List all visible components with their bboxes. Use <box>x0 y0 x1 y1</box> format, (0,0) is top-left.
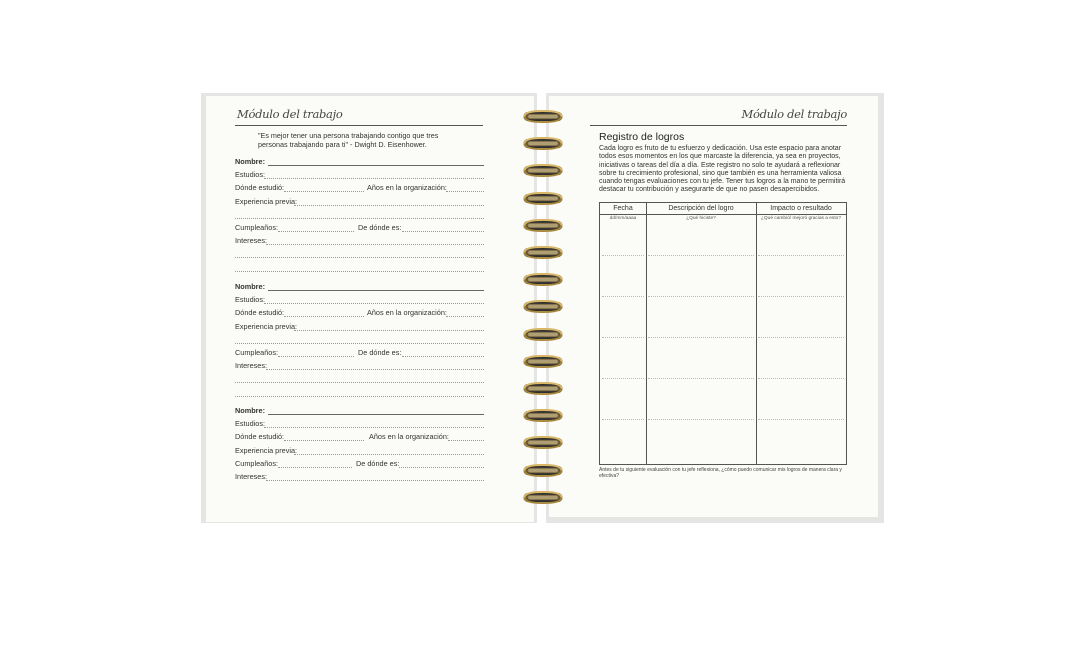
donde-estudio-line-2 <box>284 316 364 317</box>
column-header-descripcion: Descripción del logro <box>668 205 734 212</box>
anios-line-3 <box>448 440 484 441</box>
spiral-ring <box>521 273 565 286</box>
intereses-label-3: Intereses: <box>235 472 268 481</box>
experiencia-line-2 <box>294 330 484 331</box>
estudios-label-2: Estudios: <box>235 295 266 305</box>
row-divider-5-3 <box>758 419 844 420</box>
experiencia-label-2: Experiencia previa: <box>235 321 298 331</box>
nombre-label-1: Nombre: <box>235 157 265 166</box>
anios-line-1 <box>446 191 484 192</box>
de-donde-line-2 <box>402 356 484 357</box>
donde-estudio-label-2: Dónde estudió: <box>235 308 285 318</box>
intereses-line2-1 <box>235 257 484 258</box>
intereses-line-2 <box>266 369 484 370</box>
row-divider-2-3 <box>758 296 844 297</box>
intereses-label-2: Intereses: <box>235 361 268 371</box>
column-hint-fecha: dd/mm/aaaa <box>609 216 637 221</box>
row-divider-4-3 <box>758 378 844 379</box>
anios-label-1: Años en la organización: <box>367 183 447 193</box>
donde-estudio-line-3 <box>284 440 364 441</box>
de-donde-label-3: De dónde es: <box>356 458 400 468</box>
spiral-ring <box>521 192 565 205</box>
nombre-label-3: Nombre: <box>235 406 265 415</box>
intereses-line3-2 <box>235 396 484 397</box>
donde-estudio-line-1 <box>284 191 364 192</box>
cumpleanos-label-1: Cumpleaños: <box>235 223 278 232</box>
experiencia-label-3: Experiencia previa: <box>235 445 298 455</box>
achievements-table <box>599 202 847 465</box>
table-header-divider <box>600 214 846 215</box>
right-page <box>549 96 878 517</box>
anios-label-3: Años en la organización: <box>369 432 449 442</box>
estudios-line-1 <box>264 178 484 179</box>
de-donde-line-3 <box>399 467 484 468</box>
row-divider-2-1 <box>602 296 644 297</box>
spiral-ring <box>521 436 565 449</box>
row-divider-3-1 <box>602 337 644 338</box>
estudios-line-3 <box>264 427 484 428</box>
nombre-line-2 <box>268 290 484 291</box>
right-header-rule <box>590 125 847 126</box>
spiral-ring <box>521 491 565 504</box>
donde-estudio-label-3: Dónde estudió: <box>235 432 285 442</box>
column-header-fecha: Fecha <box>613 205 633 212</box>
spiral-ring <box>521 382 565 395</box>
left-header-rule <box>235 125 483 126</box>
quote-text: "Es mejor tener una persona trabajando contigo que tres personas trabajando para ti" - Dwight D. Eisenhower. <box>258 131 439 149</box>
row-divider-1-2 <box>648 255 754 256</box>
left-page-header: Módulo del trabajo <box>237 107 343 121</box>
column-hint-impacto: ¿Qué cambió/ mejoró gracias a esto? <box>761 216 841 221</box>
spiral-ring <box>521 246 565 259</box>
row-divider-5-2 <box>648 419 754 420</box>
de-donde-line-1 <box>402 231 484 232</box>
cumpleanos-line-2 <box>278 356 354 357</box>
intro-paragraph: Cada logro es fruto de tu esfuerzo y dedicación. Usa este espacio para anotar todos esos momentos en los que marcaste la diferencia, ya sea en proyectos, iniciativas o tareas del día a día. Este registro no solo te ayudará a reflexionar sobre tu crecimiento profesional, sino que también es una herramienta valiosa cuando tengas evaluaciones con tu jefe. Tener tus logros a la mano te permitirá destacar tu contribución y asegurarte de que no pasen desapercibidos. <box>599 145 846 194</box>
row-divider-1-1 <box>602 255 644 256</box>
spiral-ring <box>521 409 565 422</box>
spiral-ring <box>521 137 565 150</box>
row-divider-4-1 <box>602 378 644 379</box>
intereses-line-3 <box>266 480 484 481</box>
spiral-ring <box>521 464 565 477</box>
spiral-ring <box>521 300 565 313</box>
estudios-line-2 <box>264 303 484 304</box>
intereses-label-1: Intereses: <box>235 236 268 246</box>
column-divider-2 <box>756 203 757 464</box>
anios-label-2: Años en la organización: <box>367 308 447 318</box>
row-divider-1-3 <box>758 255 844 256</box>
donde-estudio-label-1: Dónde estudió: <box>235 183 285 193</box>
page-title: Registro de logros <box>599 131 685 143</box>
nombre-line-1 <box>268 165 484 166</box>
experiencia-line-1 <box>294 205 484 206</box>
row-divider-5-1 <box>602 419 644 420</box>
intereses-line3-1 <box>235 271 484 272</box>
row-divider-4-2 <box>648 378 754 379</box>
experiencia-line2-2 <box>235 343 484 344</box>
spiral-ring <box>521 219 565 232</box>
column-hint-descripcion: ¿Qué hiciste? <box>686 216 716 221</box>
right-page-header: Módulo del trabajo <box>741 107 847 121</box>
spiral-ring <box>521 164 565 177</box>
spiral-ring <box>521 110 565 123</box>
left-page <box>206 96 534 522</box>
experiencia-line2-1 <box>235 218 484 219</box>
spiral-ring <box>521 328 565 341</box>
spiral-ring <box>521 355 565 368</box>
estudios-label-1: Estudios: <box>235 170 266 180</box>
nombre-label-2: Nombre: <box>235 282 265 291</box>
intereses-line-1 <box>266 244 484 245</box>
row-divider-2-2 <box>648 296 754 297</box>
de-donde-label-2: De dónde es: <box>358 348 402 357</box>
cumpleanos-label-2: Cumpleaños: <box>235 348 278 357</box>
column-header-impacto: Impacto o resultado <box>770 205 832 212</box>
cumpleanos-line-3 <box>278 467 352 468</box>
column-divider-1 <box>646 203 647 464</box>
estudios-label-3: Estudios: <box>235 419 266 429</box>
row-divider-3-2 <box>648 337 754 338</box>
nombre-line-3 <box>268 414 484 415</box>
cumpleanos-line-1 <box>278 231 354 232</box>
experiencia-label-1: Experiencia previa: <box>235 196 298 206</box>
row-divider-3-3 <box>758 337 844 338</box>
intereses-line2-2 <box>235 382 484 383</box>
cumpleanos-label-3: Cumpleaños: <box>235 458 278 468</box>
de-donde-label-1: De dónde es: <box>358 223 402 232</box>
footer-prompt: Antes de tu siguiente evaluación con tu jefe reflexiona, ¿cómo puedo comunicar mis logros de manera clara y efectiva? <box>599 467 842 479</box>
experiencia-line-3 <box>294 454 484 455</box>
anios-line-2 <box>446 316 484 317</box>
